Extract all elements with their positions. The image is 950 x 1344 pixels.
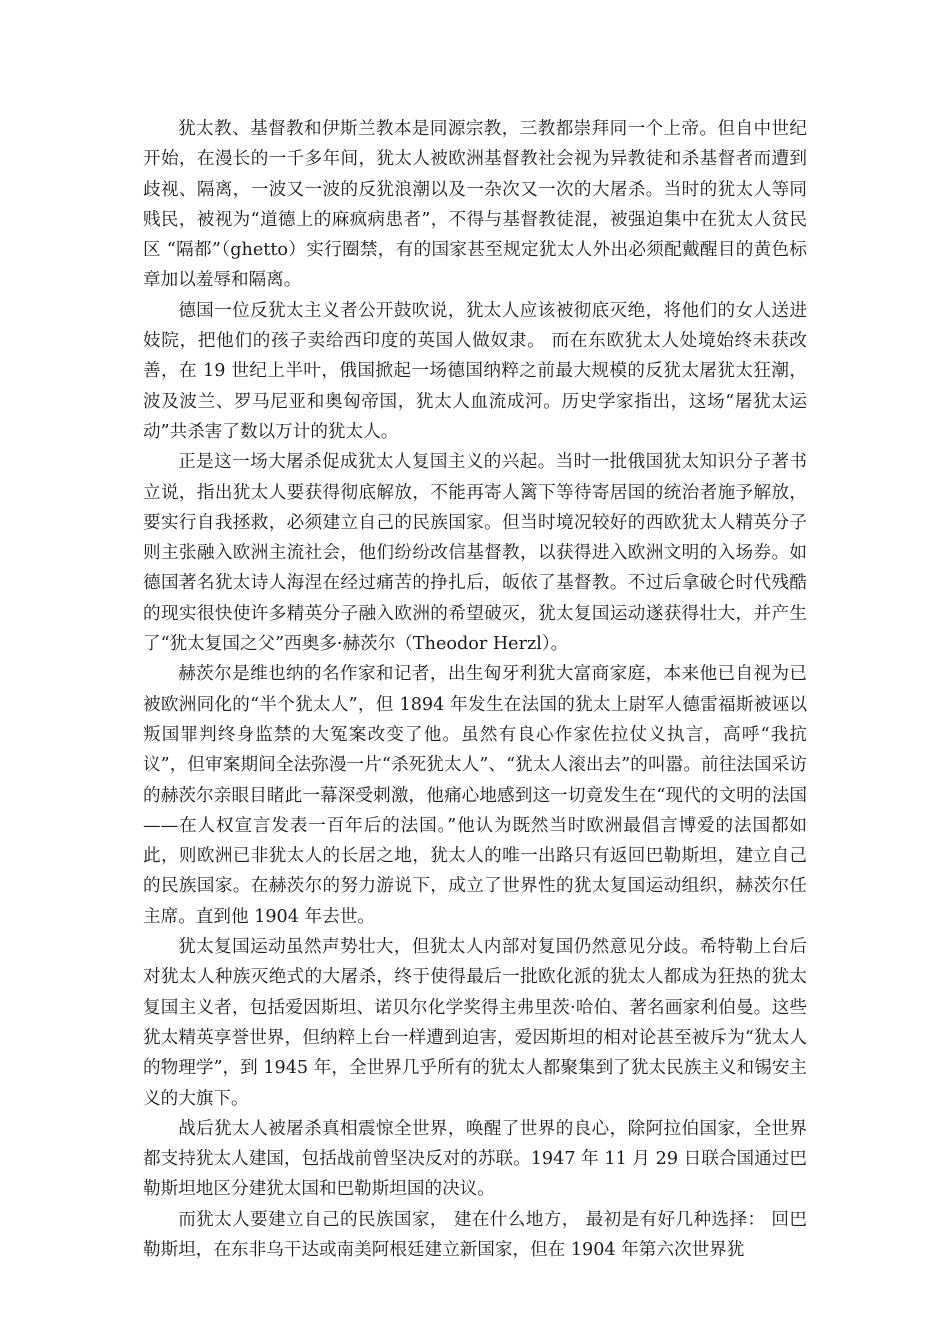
paragraph-4: 赫茨尔是维也纳的名作家和记者，出生匈牙利犹大富商家庭，本来他已自视为已被欧洲同化的“半个犹太人”，但 1894 年发生在法国的犹太上尉军人德雷福斯被诬以叛国罪判终身监禁的大冤案改变了他。虽然有良心作家佐拉仗义执言，高呼“我抗议”，但审案期间全法弥漫一片“杀死犹太人”、“犹太人滚出去”的叫嚣。前往法国采访的赫茨尔亲眼目睹此一幕深受刺激，他痛心地感到这一切竟发生在“现代的文明的法国——在人权宣言发表一百年后的法国。”他认为既然当时欧洲最倡言博爱的法国都如此，则欧洲已非犹太人的长居之地，犹太人的唯一出路只有返回巴勒斯坦，建立自己的民族国家。在赫茨尔的努力游说下，成立了世界性的犹太复国运动组织，赫茨尔任主席。直到他 1904 年去世。 (143, 664, 807, 927)
paragraph-5: 犹太复国运动虽然声势壮大，但犹太人内部对复国仍然意见分歧。希特勒上台后对犹太人种族灭绝式的大屠杀，终于使得最后一批欧化派的犹太人都成为狂热的犹太复国主义者，包括爱因斯坦、诺贝尔化学奖得主弗里茨·哈伯、著名画家利伯曼。这些犹太精英享誉世界，但纳粹上台一样遭到迫害，爱因斯坦的相对论甚至被斥为“犹太人的物理学”，到 1945 年，全世界几乎所有的犹太人都聚集到了犹太民族主义和锡安主义的大旗下。 (143, 937, 807, 1109)
paragraph-1: 犹太教、基督教和伊斯兰教本是同源宗教，三教都崇拜同一个上帝。但自中世纪开始，在漫长的一千多年间，犹太人被欧洲基督教社会视为异教徒和杀基督者而遭到歧视、隔离，一波又一波的反犹浪潮以及一杂次又一次的大屠杀。当时的犹太人等同贱民，被视为“道德上的麻疯病患者”，不得与基督教徒混，被强迫集中在犹太人贫民区 “隔都”（ghetto）实行圈禁，有的国家甚至规定犹太人外出必须配戴醒目的黄色标章加以羞辱和隔离。 (143, 119, 807, 291)
document-body (143, 114, 807, 1265)
paragraph-6: 战后犹太人被屠杀真相震惊全世界，唤醒了世界的良心，除阿拉伯国家，全世界都支持犹太人建国，包括战前曾坚决反对的苏联。1947 年 11 月 29 日联合国通过巴勒斯坦地区分建犹太国和巴勒斯坦国的决议。 (143, 1118, 807, 1200)
paragraph-2: 德国一位反犹太主义者公开鼓吹说，犹太人应该被彻底灭绝，将他们的女人送进妓院，把他们的孩子卖给西印度的英国人做奴隶。 而在东欧犹太人处境始终未获改善，在 19 世纪上半叶，俄国掀起一场德国纳粹之前最大规模的反犹太屠犹太狂潮，波及波兰、罗马尼亚和奥匈帝国，犹太人血流成河。历史学家指出，这场“屠犹太运动”共杀害了数以万计的犹太人。 (143, 300, 807, 442)
paragraph-7: 而犹太人要建立自己的民族国家， 建在什么地方， 最初是有好几种选择： 回巴勒斯坦，在东非乌干达或南美阿根廷建立新国家，但在 1904 年第六次世界犹 (143, 1209, 808, 1260)
paragraph-3: 正是这一场大屠杀促成犹太人复国主义的兴起。当时一批俄国犹太知识分子著书立说，指出犹太人要获得彻底解放，不能再寄人篱下等待寄居国的统治者施予解放，要实行自我拯救，必须建立自己的民族国家。但当时境况较好的西欧犹太人精英分子则主张融入欧洲主流社会，他们纷纷改信基督教，以获得进入欧洲文明的入场券。如德国著名犹太诗人海涅在经过痛苦的挣扎后，皈依了基督教。不过后拿破仑时代残酷的现实很快使许多精英分子融入欧洲的希望破灭，犹太复国运动遂获得壮大，并产生了“犹太复国之父”西奥多·赫茨尔（Theodor Herzl）。 (143, 452, 807, 655)
